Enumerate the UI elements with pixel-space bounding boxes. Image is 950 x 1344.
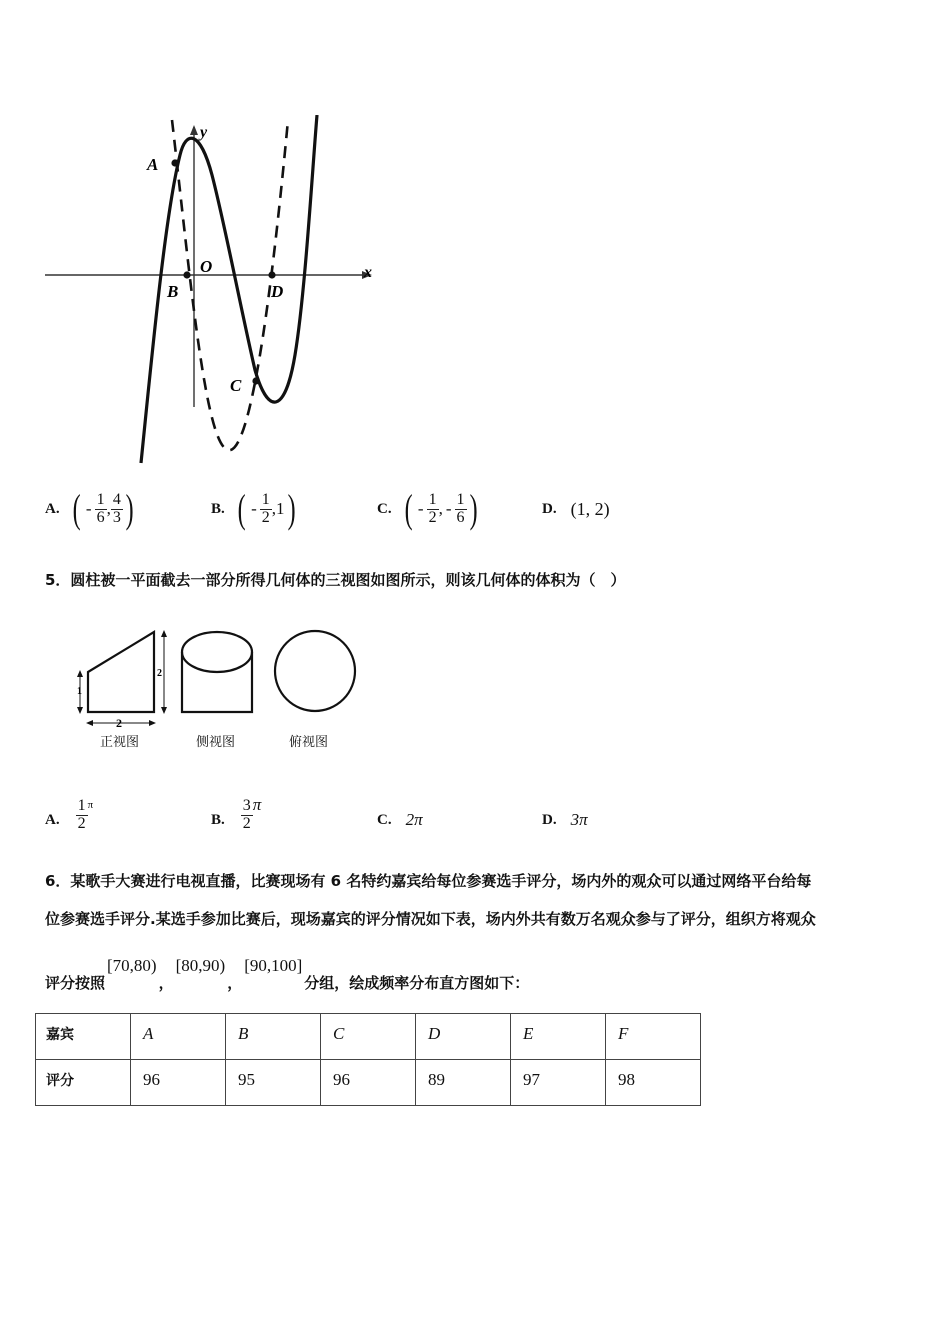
label-D: D [271, 282, 284, 301]
denominator: 2 [77, 815, 86, 833]
minus-sign: - [251, 499, 257, 518]
minus-sign: - [445, 499, 452, 518]
numerator: 4 [112, 490, 121, 508]
q5-option-d [542, 810, 588, 830]
point-C [252, 377, 259, 384]
scores-table [35, 1013, 701, 1106]
option-label: A. [45, 500, 60, 517]
point-D [268, 271, 275, 278]
paren-right: ) [469, 486, 478, 531]
side-view-body [182, 652, 252, 712]
option-label: C. [377, 500, 392, 517]
arrow-icon [161, 630, 167, 637]
dim-right-label: 2 [157, 668, 162, 679]
option-label: B. [211, 812, 225, 828]
q4-option-a [45, 484, 136, 534]
separator: ， [227, 974, 243, 992]
denominator: 2 [242, 815, 251, 833]
table-cell: 98 [606, 1060, 701, 1106]
paren-right: ) [287, 486, 296, 531]
comma: , [106, 499, 111, 518]
fraction [241, 798, 253, 833]
q5-option-c [377, 810, 423, 830]
table-cell: 97 [511, 1060, 606, 1106]
numerator: 1 [77, 797, 86, 815]
separator: ， [158, 974, 174, 992]
q6-line2: 位参赛选手评分.某选手参加比赛后，现场嘉宾的评分情况如下表，场内外共有数万名观众参与了评分，组织方将观众 [45, 910, 816, 928]
q5-option-a [45, 787, 93, 833]
table-cell: 95 [226, 1060, 321, 1106]
arrow-icon [149, 720, 156, 726]
denominator: 2 [261, 508, 270, 526]
q4-option-b [211, 484, 298, 534]
table-row [36, 1060, 701, 1106]
table-cell: F [606, 1014, 701, 1060]
point-A [171, 159, 178, 166]
q6-line3-post: 分组，绘成频率分布直方图如下： [304, 974, 530, 992]
table-cell: 96 [131, 1060, 226, 1106]
q5-option-b [211, 787, 261, 833]
arrow-icon [86, 720, 93, 726]
point-B [183, 271, 190, 278]
label-A: A [147, 155, 159, 174]
label-O: O [200, 257, 213, 276]
label-y: y [200, 124, 208, 141]
fraction [260, 492, 272, 527]
top-view-caption: 俯视图 [289, 735, 329, 750]
paren-left: ( [237, 486, 246, 531]
denominator: 2 [428, 508, 437, 526]
fraction [95, 492, 107, 527]
table-cell: 96 [321, 1060, 416, 1106]
dim-left-label: 1 [77, 686, 82, 697]
interval-1: [70,80) [107, 956, 157, 975]
side-view-top-ellipse [182, 632, 252, 672]
option-label: D. [542, 500, 557, 517]
table-row [36, 1014, 701, 1060]
tail-value: ,1 [271, 499, 285, 518]
label-C: C [230, 376, 242, 395]
fraction [76, 798, 88, 833]
option-label: A. [45, 812, 60, 828]
paren-left: ( [404, 486, 413, 531]
option-value: 3π [570, 810, 588, 829]
minus-sign: - [417, 499, 424, 518]
paren-left: ( [72, 486, 81, 531]
row-header: 评分 [36, 1060, 131, 1106]
arrow-icon [77, 707, 83, 714]
pi-symbol: π [87, 799, 94, 811]
dim-bottom-label: 2 [116, 716, 122, 730]
pi-symbol: π [252, 795, 262, 814]
denominator: 3 [112, 508, 121, 526]
top-view-circle [275, 631, 355, 711]
q5-text: 5．圆柱被一平面截去一部分所得几何体的三视图如图所示，则该几何体的体积为（ ） [45, 571, 626, 589]
option-label: C. [377, 811, 392, 828]
numerator: 1 [96, 490, 105, 508]
fraction [111, 492, 123, 527]
option-label: B. [211, 500, 225, 517]
interval-3: [90,100] [244, 956, 303, 975]
label-B: B [167, 282, 179, 301]
paren-right: ) [125, 486, 134, 531]
table-cell: C [321, 1014, 416, 1060]
table-cell: E [511, 1014, 606, 1060]
fraction [427, 492, 439, 527]
table-cell: 89 [416, 1060, 511, 1106]
q6-line1: 6．某歌手大赛进行电视直播，比赛现场有 6 名特约嘉宾给每位参赛选手评分，场内外的观众可以通过网络平台给每 [45, 872, 812, 890]
function-graph [40, 115, 385, 465]
label-x: x [364, 264, 372, 281]
q6-line3 [45, 956, 529, 993]
numerator: 1 [428, 490, 437, 508]
q4-option-c [377, 484, 480, 534]
minus-sign: - [85, 499, 92, 518]
option-label: D. [542, 811, 557, 828]
numerator: 1 [456, 490, 465, 508]
option-value: (1, 2) [570, 498, 610, 519]
row-header: 嘉宾 [36, 1014, 131, 1060]
front-view-caption: 正视图 [100, 735, 140, 750]
fraction [455, 492, 467, 527]
table-cell: B [226, 1014, 321, 1060]
interval-2: [80,90) [175, 956, 226, 975]
table-cell: D [416, 1014, 511, 1060]
q4-option-d [542, 484, 610, 534]
numerator: 1 [261, 490, 270, 508]
arrow-icon [77, 670, 83, 677]
comma: , [438, 499, 443, 518]
side-view-caption: 侧视图 [196, 735, 236, 750]
numerator: 3 [242, 797, 251, 815]
table-cell: A [131, 1014, 226, 1060]
y-axis-arrow [190, 125, 198, 135]
q6-line3-pre: 评分按照 [45, 974, 106, 992]
option-value: 2π [405, 810, 423, 829]
arrow-icon [161, 707, 167, 714]
front-view-shape [88, 632, 154, 712]
denominator: 6 [456, 508, 465, 526]
denominator: 6 [96, 508, 105, 526]
